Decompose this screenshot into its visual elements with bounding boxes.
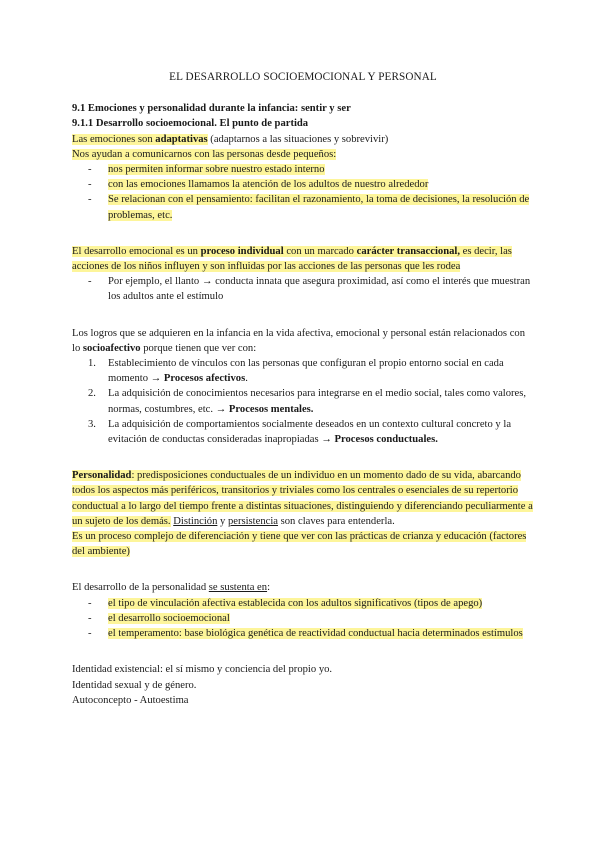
list-item: - Por ejemplo, el llanto → conducta innata que asegura proximidad, así como el interés que muestran los adultos ante el estímulo bbox=[88, 276, 531, 303]
desarrollo-list bbox=[72, 274, 534, 304]
sustenta-paragraph: El desarrollo de la personalidad se sustenta en: bbox=[72, 582, 271, 594]
document-title: EL DESARROLLO SOCIOEMOCIONAL Y PERSONAL bbox=[169, 71, 437, 83]
ayudan-list bbox=[72, 162, 534, 223]
ayudan-paragraph: Nos ayudan a comunicarnos con las personas desde pequeños: bbox=[72, 148, 337, 160]
list-item: 2. La adquisición de conocimientos necesarios para integrarse en el medio social, tales como valores, normas, costumbres, etc. → Procesos mentales. bbox=[88, 388, 527, 415]
list-item: - el desarrollo socioemocional bbox=[88, 612, 230, 624]
list-item: - con las emociones llamamos la atención de los adultos de nuestro alrededor bbox=[88, 179, 429, 191]
list-item: 1. Establecimiento de vínculos con las personas que configuran el propio entorno social en cada momento → Procesos afectivos. bbox=[88, 358, 504, 385]
list-item: - el tipo de vinculación afectiva establecida con los adultos significativos (tipos de apego) bbox=[88, 597, 483, 609]
heading-section-9-1: 9.1 Emociones y personalidad durante la infancia: sentir y ser bbox=[72, 103, 351, 115]
list-item: - Se relacionan con el pensamiento: facilitan el razonamiento, la toma de decisiones, la resolución de problemas, etc. bbox=[88, 194, 530, 221]
logros-list bbox=[72, 356, 534, 447]
list-item: 3. La adquisición de comportamientos socialmente deseados en un contexto cultural concreto y la evitación de conductas consideradas inapropiadas → Procesos conductuales. bbox=[88, 418, 512, 446]
proceso-paragraph: Es un proceso complejo de diferenciación y tiene que ver con las prácticas de crianza y educación (factores del ambiente) bbox=[72, 531, 527, 558]
autoconcepto: Autoconcepto - Autoestima bbox=[72, 694, 189, 706]
document-page bbox=[72, 70, 534, 708]
identidad-sexual: Identidad sexual y de género. bbox=[72, 679, 197, 691]
emociones-paragraph: Las emociones son adaptativas (adaptarnos a las situaciones y sobrevivir) bbox=[72, 133, 389, 145]
list-item: - nos permiten informar sobre nuestro estado interno bbox=[88, 164, 325, 176]
list-item: - el temperamento: base biológica genética de reactividad conductual hacia determinados estímulos bbox=[88, 628, 523, 640]
heading-section-9-1-1: 9.1.1 Desarrollo socioemocional. El punto de partida bbox=[72, 118, 309, 130]
logros-paragraph: Los logros que se adquieren en la infancia en la vida afectiva, emocional y personal están relacionados con lo socioafectivo porque tienen que ver con: bbox=[72, 327, 525, 354]
sustenta-list bbox=[72, 596, 534, 642]
personalidad-paragraph: Personalidad: predisposiciones conductuales de un individuo en un momento dado de su vida, abarcando todos los aspectos más periféricos, transitorios y triviales como los centrales o esenciales de su repertorio conductual a lo largo del tiempo frente a distintas situaciones, distinguiendo y diferenciando peculiarmente a un sujeto de los demás. Distinción y persistencia son claves para entenderla. bbox=[72, 470, 533, 527]
identidad-existencial: Identidad existencial: el sí mismo y conciencia del propio yo. bbox=[72, 664, 333, 676]
desarrollo-emocional-paragraph: El desarrollo emocional es un proceso individual con un marcado carácter transaccional, es decir, las acciones de los niños influyen y son influidas por las acciones de las personas que les rodea bbox=[72, 245, 512, 273]
